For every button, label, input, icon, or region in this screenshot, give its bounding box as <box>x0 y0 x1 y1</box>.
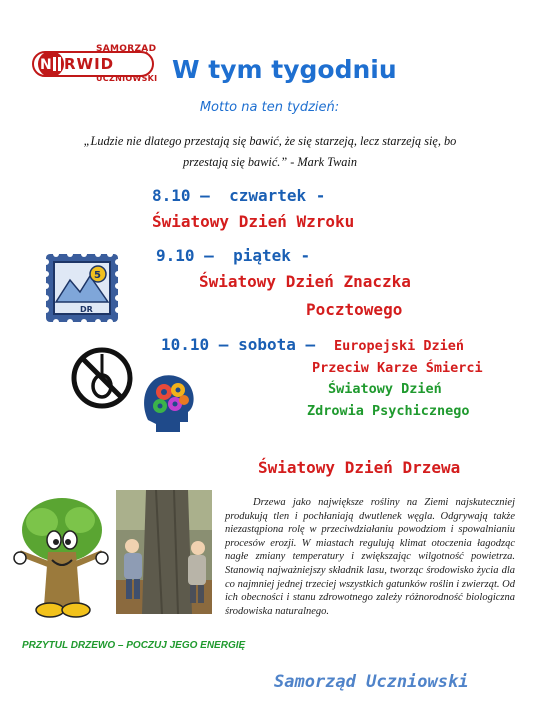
tree-day-heading: Światowy Dzień Drzewa <box>258 458 461 477</box>
cartoon-tree-icon <box>12 494 112 620</box>
footer-signature: Samorząd Uczniowski <box>274 672 469 692</box>
children-hugging-tree-photo <box>116 490 212 614</box>
event-name-3-line-2: Przeciw Karze Śmierci <box>312 360 483 376</box>
logo-bottom-text: UCZNIOWSKI <box>96 74 158 83</box>
logo-top-text: SAMORZĄD <box>96 44 157 54</box>
event-name-3-line-4: Zdrowia Psychicznego <box>307 403 470 419</box>
stamp-label: DR <box>80 305 93 314</box>
postage-stamp-icon <box>44 252 120 324</box>
motto-quote-line-2: przestają się bawić.” - Mark Twain <box>183 155 357 169</box>
event-date-1: 8.10 – czwartek - <box>152 186 326 205</box>
event-name-3-line-1: Europejski Dzień <box>334 338 465 354</box>
event-name-2-line-1: Światowy Dzień Znaczka <box>199 272 411 291</box>
tree-slogan: PRZYTUL DRZEWO – POCZUJ JEGO ENERGIĘ <box>22 640 246 651</box>
event-date-3: 10.10 – sobota – <box>161 335 316 354</box>
logo-main-text: RWID <box>64 55 115 73</box>
motto-label: Motto na ten tydzień: <box>199 100 340 115</box>
motto-quote-line-1: „Ludzie nie dlatego przestają się bawić, że się starzeją, lecz starzeją się, bo <box>83 134 457 148</box>
event-name-1: Światowy Dzień Wzroku <box>152 212 355 231</box>
event-name-2-line-2: Pocztowego <box>306 300 403 319</box>
no-death-penalty-icon <box>70 346 134 410</box>
svg-text:N: N <box>40 57 52 73</box>
tree-day-paragraph: Drzewa jako największe rośliny na Ziemi najskuteczniej produkują tlen i pochłaniają dwutlenek węgla. Odgrywają także niezastąpiona rolę w przeciwdziałaniu powodziom i spowalnianiu procesów erozji. W miastach regulują klimat otoczenia łagodząc nagłe zmiany temperatury i zwiększając wilgotność powietrza. Stanowią najważniejszy składnik lasu, tworząc środowisko życia dla co najmniej jednej trzeciej wszystkich gatunków roślin i zwierząt. Od ich obecności i stanu zdrowotnego zależy różnorodność biologiczna środowiska naturalnego. <box>225 497 515 617</box>
event-name-3-line-3: Światowy Dzień <box>328 381 442 397</box>
motto-quote <box>30 131 510 173</box>
event-date-2: 9.10 – piątek - <box>156 246 311 265</box>
svg-text:5: 5 <box>94 270 101 281</box>
mental-health-head-icon <box>138 372 196 434</box>
page-title: W tym tygodniu <box>172 55 397 84</box>
